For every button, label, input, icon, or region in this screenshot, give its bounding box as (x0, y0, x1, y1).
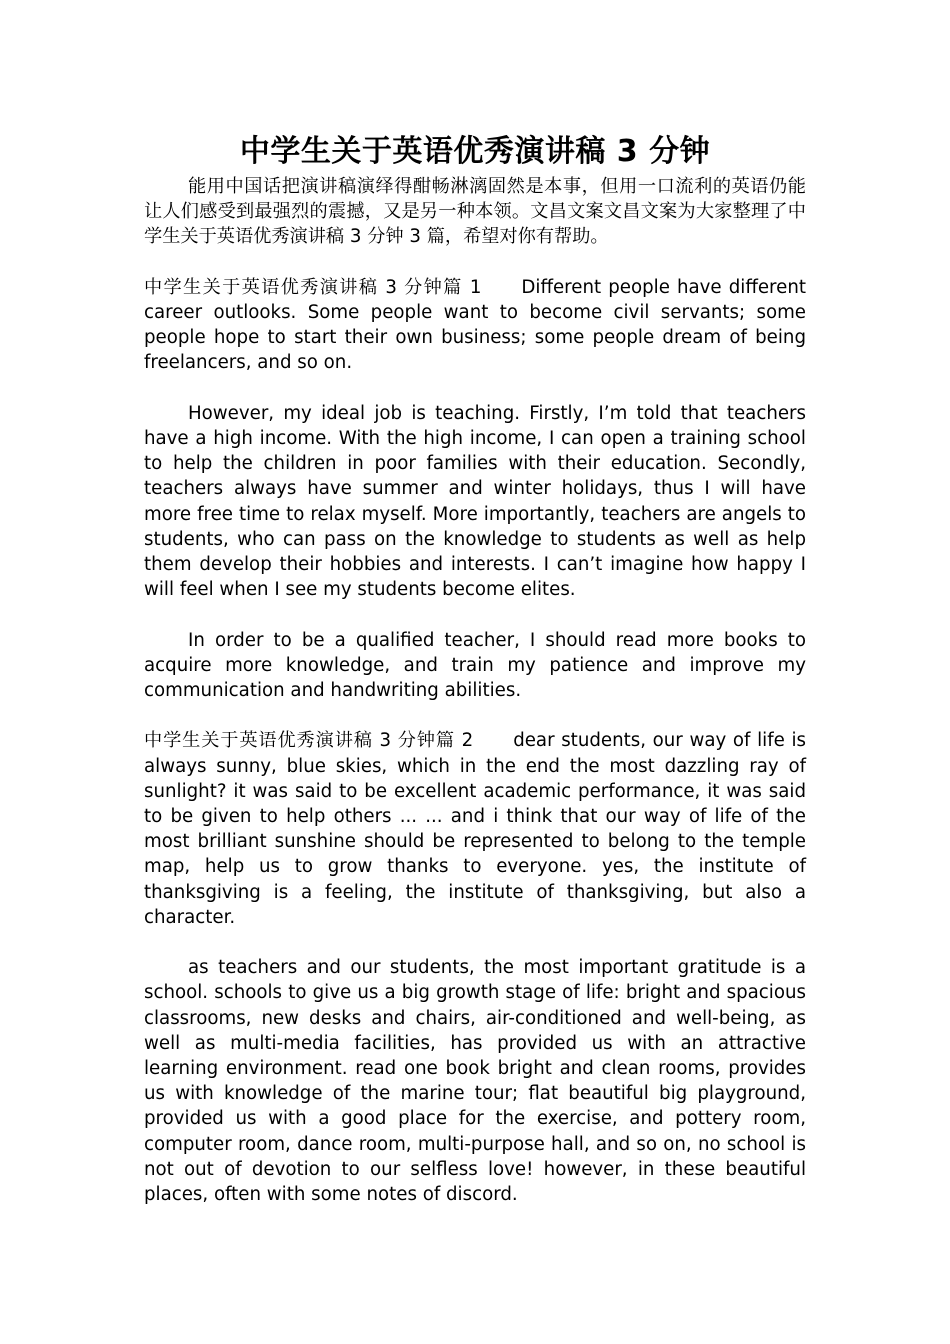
section2-first-text: dear students, our way of life is always sunny, blue skies, which in the end the most dazzling ray of sunlight? it was said to be excellent academic performance, it was said to be given to help others ... ... and i think that our way of life of the most brilliant sunshine should be represented to belong to the temple map, help us to grow thanks to everyone. yes, the institute of thanksgiving is a feeling, the institute of thanksgiving, but also a character. (144, 730, 806, 928)
section2-paragraph-2: as teachers and our students, the most important gratitude is a school. schools to give us a big growth stage of life: bright and spacious classrooms, new desks and chairs, air-conditioned and well-being, as well as multi-media facilities, has provided us with an attractive learning environment. read one book bright and clean rooms, provides us with knowledge of the marine tour; flat beautiful big playground, provided us with a good place for the exercise, and pottery room, computer room, dance room, multi-purpose hall, and so on, no school is not out of devotion to our selfless love! however, in these beautiful places, often with some notes of discord. (144, 957, 806, 1206)
section1-first-text: Different people have different career outlooks. Some people want to become civil servants; some people hope to start their own business; some people dream of being freelancers, and so on. (144, 276, 806, 374)
section1-first-paragraph (144, 275, 806, 376)
section1-paragraph-2: However, my ideal job is teaching. Firstly, I’m told that teachers have a high income. With the high income, I can open a training school to help the children in poor families with their education. Secondly, teachers always have summer and winter holidays, thus I will have more free time to relax myself. More importantly, teachers are angels to students, who can pass on the knowledge to students as well as help them develop their hobbies and interests. I can’t imagine how happy I will feel when I see my students become elites. (144, 402, 806, 601)
section2-first-paragraph (144, 728, 806, 930)
paragraph-gap (144, 250, 806, 275)
paragraph-gap (144, 602, 806, 627)
section2-heading: 中学生关于英语优秀演讲稿 3 分钟篇 2 (144, 730, 474, 752)
intro-paragraph: 能用中国话把演讲稿演绎得酣畅淋漓固然是本事，但用一口流利的英语仍能让人们感受到最强烈的震撼，又是另一种本领。文昌文案文昌文案为大家整理了中学生关于英语优秀演讲稿 3 分钟 3 篇，希望对你有帮助。 (144, 176, 806, 248)
section1-paragraph-3: In order to be a qualified teacher, I should read more books to acquire more knowledge, and train my patience and improve my communication and handwriting abilities. (144, 629, 806, 702)
paragraph-gap (144, 703, 806, 728)
paragraph-gap (144, 930, 806, 955)
section1-heading: 中学生关于英语优秀演讲稿 3 分钟篇 1 (144, 276, 482, 298)
document-page (144, 130, 806, 1207)
document-title: 中学生关于英语优秀演讲稿 3 分钟 (239, 134, 711, 169)
paragraph-gap (144, 376, 806, 401)
